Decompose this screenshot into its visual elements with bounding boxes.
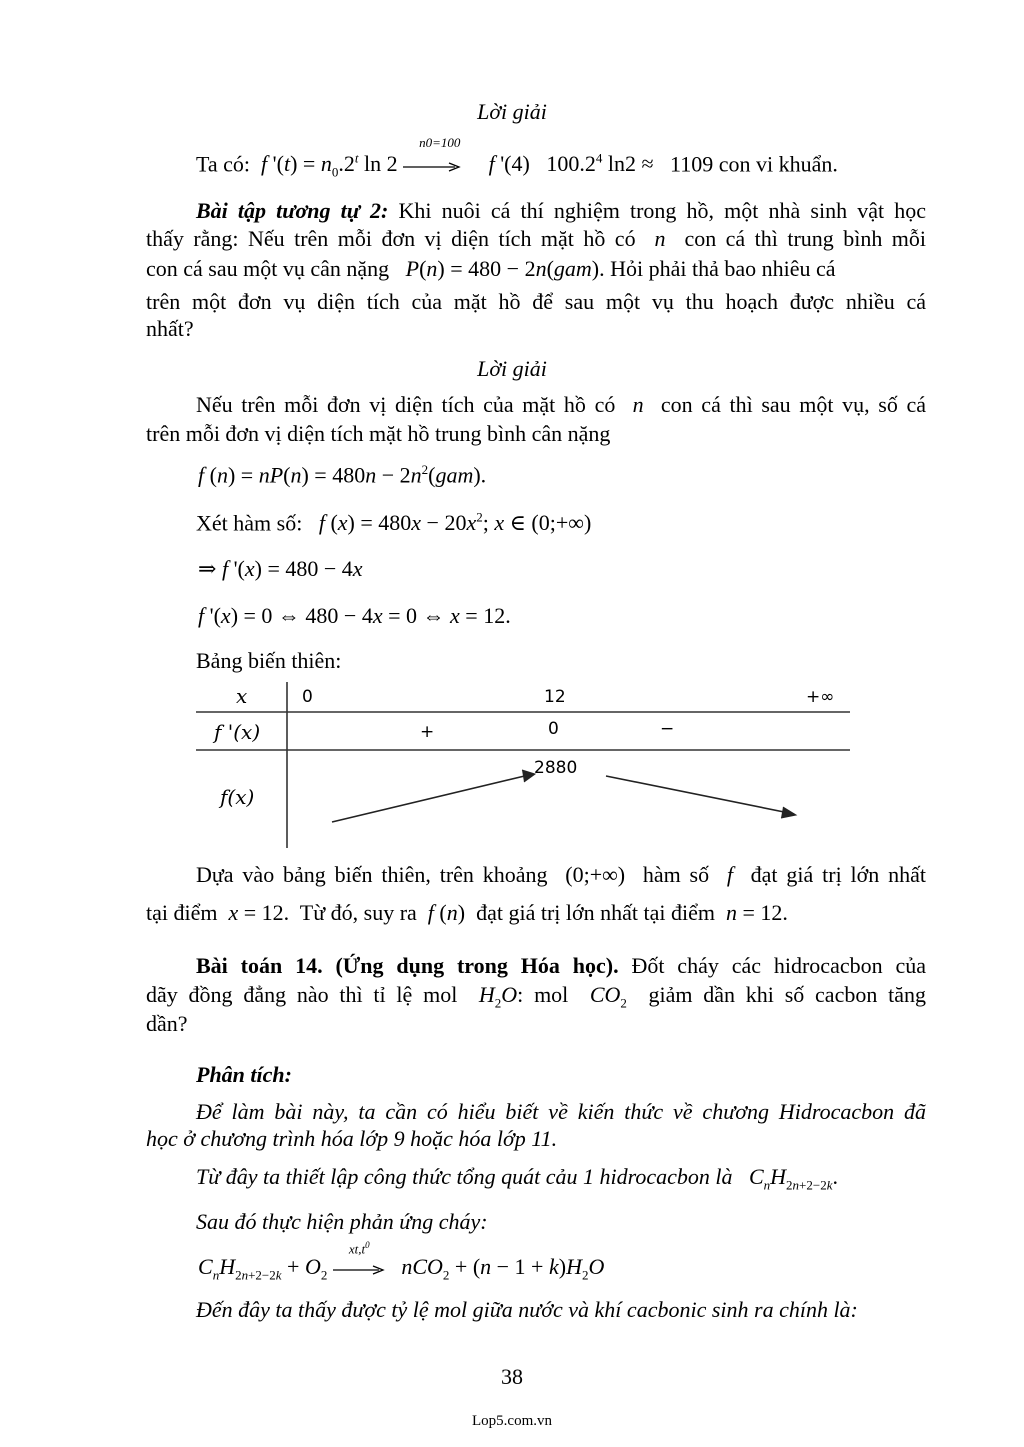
solution2-text-1a: Nếu trên mỗi đơn vị diện tích của mặt hồ có [196, 392, 616, 417]
exercise-line-4: trên một đơn vụ diện tích của mặt hồ để sau một vụ thu hoạch được nhiều cá [146, 289, 926, 314]
variation-table [196, 682, 852, 850]
x-value-critical: 12 [544, 687, 566, 707]
analysis-line-5: Đến đây ta thấy được tỷ lệ mol giữa nước và khí cacbonic sinh ra chính là: [196, 1297, 858, 1322]
table-lines [196, 682, 852, 850]
derivative-value: f '(4) 100.2$^4$ ln2 ≈ [488, 151, 665, 177]
conclusion-line-2: tại điểm x = 12. Từ đó, suy ra f (n) đạt giá trị lớn nhất tại điểm n = 12. [146, 900, 788, 925]
conclusion-text-2a: tại điểm [146, 900, 218, 925]
increasing-arrow [332, 774, 533, 822]
general-formula: $C_nH_{2n+2-2k}$. [748, 1164, 838, 1193]
lead-text: Ta có: [196, 151, 251, 177]
problem-line-3: dần? [146, 1011, 188, 1036]
analysis-line-3 [196, 1164, 838, 1193]
decreasing-arrow [606, 776, 794, 814]
solution2-line-1: Nếu trên mỗi đơn vị diện tích của mặt hồ có n con cá thì sau một vụ, số cá [196, 392, 927, 417]
solution-heading: Lời giải [477, 99, 547, 124]
conclusion-line-1: Dựa vào bảng biến thiên, trên khoảng (0;+∞) hàm số f đạt giá trị lớn nhất [196, 862, 927, 887]
sign-zero: 0 [548, 719, 559, 739]
page-number: 38 [501, 1364, 523, 1389]
problem-text-2a: dãy đồng đẳng nào thì tỉ lệ mol [146, 982, 458, 1007]
derivative-step: ⇒ f '(x) = 480 − 4x [198, 556, 363, 581]
derivative-line [196, 135, 838, 181]
problem-line-1 [146, 953, 926, 979]
exercise-text-2a: thấy rằng: Nếu trên mỗi đơn vị diện tích mặt hồ có [146, 226, 636, 251]
consider-text: Xét hàm số: [196, 510, 303, 536]
x-value-start: 0 [302, 687, 313, 707]
solution2-line-2: trên mỗi đơn vị diện tích mặt hồ trung bình cân nặng [146, 421, 611, 446]
table-label: Bảng biến thiên: [196, 648, 342, 673]
solution2-text-1b: con cá thì sau một vụ, số cá [660, 392, 927, 417]
problem-line-2: dãy đồng đẳng nào thì tỉ lệ mol $H_2O$: mol $CO_2$ giảm dần khi số cacbon tăng [146, 982, 926, 1011]
max-value: 2880 [534, 758, 578, 778]
consider-line [196, 510, 591, 536]
analysis-text-1: Để làm bài này, ta cần có hiểu biết về kiến thức về chương Hidrocacbon đã [196, 1099, 926, 1124]
row-label-f: f(x) [220, 785, 255, 809]
conclusion-text-1b: hàm số [642, 862, 710, 887]
problem-title: Bài toán 14. (Ứng dụng trong Hóa học). [196, 953, 619, 978]
exercise-text-1: Khi nuôi cá thí nghiệm trong hồ, một nhà sinh vật học [398, 198, 926, 223]
critical-point-step: f '(x) = 0 ⇔ 480 − 4x = 0 ⇔ x = 12. [198, 603, 511, 628]
analysis-heading-text: Phân tích: [196, 1062, 292, 1087]
problem-text-2b: : mol [517, 982, 569, 1007]
limit-arrow [403, 135, 461, 179]
exercise-line-5: nhất? [146, 316, 194, 341]
function-definition: f $(x) = 480x - 20x^2$; x ∈ (0;+∞) [318, 510, 592, 536]
reaction-arrow: $xt,t^0$ [333, 1256, 385, 1282]
x-value-end: +∞ [806, 687, 835, 707]
conclusion-text-2b: Từ đó, suy ra [299, 900, 417, 925]
right-arrow-icon [403, 161, 461, 173]
exercise-title: Bài tập tương tự 2: [196, 198, 389, 223]
conclusion-text-1a: Dựa vào bảng biến thiên, trên khoảng [196, 862, 548, 887]
exercise-text-3a: con cá sau một vụ cân nặng [146, 256, 390, 281]
site-footer: Lop5.com.vn [472, 1413, 552, 1429]
problem-text-2c: giảm dần khi số cacbon tăng [648, 982, 926, 1007]
reaction-arrow-icon [333, 1264, 385, 1276]
problem-text-1: Đốt cháy các hidrocacbon của [631, 953, 926, 978]
conclusion-text-1c: đạt giá trị lớn nhất [750, 862, 927, 887]
analysis-line-2: học ở chương trình hóa lớp 9 hoặc hóa lớp 11. [146, 1126, 558, 1151]
weight-formula: P(n) = 480 − 2n(gam) [405, 256, 600, 281]
sign-negative: − [660, 719, 675, 739]
solution2-heading: Lời giải [477, 356, 547, 381]
total-weight-formula: f $(n) = nP(n) = 480n - 2n^2(gam)$. [198, 462, 487, 488]
conclusion-text-2c: đạt giá trị lớn nhất tại điểm [476, 900, 715, 925]
result-text: 1109 con vi khuẩn. [670, 151, 838, 177]
analysis-line-1 [146, 1099, 926, 1125]
exercise-text-2b: con cá thì trung bình mỗi [684, 226, 927, 251]
analysis-heading [196, 1062, 292, 1088]
row-label-fprime: f '(x) [214, 720, 261, 744]
exercise-text-3b: . Hỏi phải thả bao nhiêu cá [599, 256, 836, 281]
derivative-formula: f '$(t) = n_0.2^t$ ln 2 [261, 151, 398, 180]
analysis-text-3: Từ đây ta thiết lập công thức tổng quát cảu 1 hidrocacbon là [196, 1164, 733, 1189]
arrow-label: n0=100 [419, 135, 461, 151]
analysis-line-4: Sau đó thực hiện phản ứng cháy: [196, 1209, 488, 1234]
exercise-line-3 [146, 256, 926, 282]
sign-positive: + [420, 722, 435, 742]
combustion-equation: $C_nH_{2n+2-2k} + O_2$ $xt,t^0$ $nCO_2 + (n - 1 + k)H_2O$ [198, 1239, 605, 1283]
exercise-line-2: thấy rằng: Nếu trên mỗi đơn vị diện tích mặt hồ có n con cá thì trung bình mỗi [146, 226, 927, 251]
row-label-x: x [236, 684, 248, 708]
exercise-line-1 [146, 198, 926, 224]
